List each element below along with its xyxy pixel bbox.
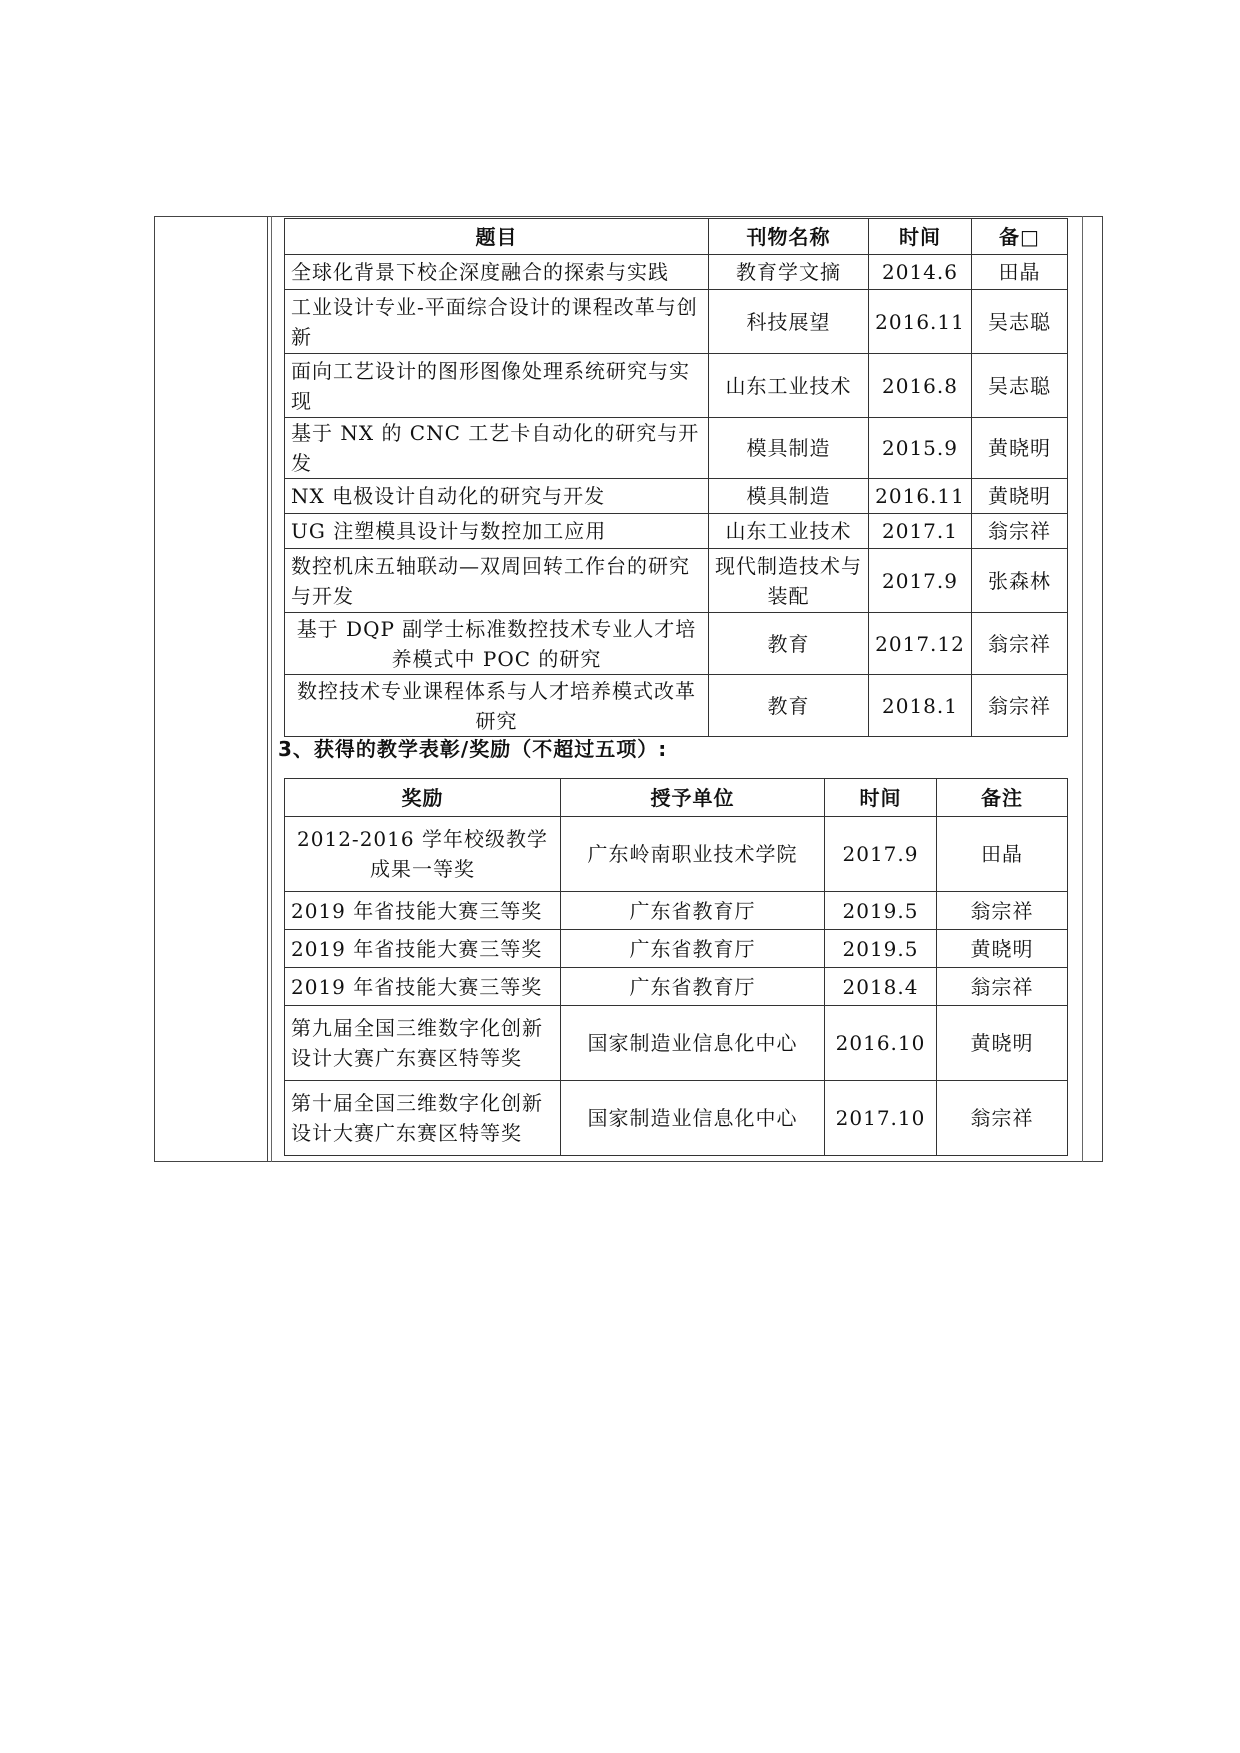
award-issuer: 广东省教育厅 xyxy=(561,892,825,930)
table-row xyxy=(285,968,1068,1006)
pub-journal: 山东工业技术 xyxy=(709,514,869,549)
pub-journal: 科技展望 xyxy=(709,290,869,354)
award-issuer: 国家制造业信息化中心 xyxy=(561,1081,825,1156)
award-issuer: 广东省教育厅 xyxy=(561,930,825,968)
col-header-remark: 备□ xyxy=(972,219,1068,255)
pub-journal: 模具制造 xyxy=(709,479,869,514)
col-header-date: 时间 xyxy=(825,779,937,817)
award-date: 2017.9 xyxy=(825,817,937,892)
pub-journal: 教育 xyxy=(709,613,869,675)
award-recipient: 黄晓明 xyxy=(937,930,1068,968)
table-row xyxy=(285,675,1068,737)
award-name: 第九届全国三维数字化创新设计大赛广东赛区特等奖 xyxy=(285,1006,561,1081)
pub-date: 2016.8 xyxy=(869,354,972,418)
table-row xyxy=(285,514,1068,549)
col-header-date: 时间 xyxy=(869,219,972,255)
col-header-remark: 备注 xyxy=(937,779,1068,817)
award-issuer: 国家制造业信息化中心 xyxy=(561,1006,825,1081)
award-issuer: 广东省教育厅 xyxy=(561,968,825,1006)
award-name: 2019 年省技能大赛三等奖 xyxy=(285,892,561,930)
awards-header-row xyxy=(285,779,1068,817)
table-row xyxy=(285,479,1068,514)
pub-journal: 模具制造 xyxy=(709,418,869,479)
table-row xyxy=(285,892,1068,930)
pub-author: 张森林 xyxy=(972,549,1068,613)
publications-header-row xyxy=(285,219,1068,255)
publications-table xyxy=(284,218,1068,737)
pub-title: 数控机床五轴联动—双周回转工作台的研究与开发 xyxy=(285,549,709,613)
pub-author: 翁宗祥 xyxy=(972,613,1068,675)
pub-author: 田晶 xyxy=(972,255,1068,290)
pub-title: 面向工艺设计的图形图像处理系统研究与实现 xyxy=(285,354,709,418)
pub-title: 工业设计专业-平面综合设计的课程改革与创新 xyxy=(285,290,709,354)
award-recipient: 田晶 xyxy=(937,817,1068,892)
pub-title: 基于 DQP 副学士标准数控技术专业人才培养模式中 POC 的研究 xyxy=(285,613,709,675)
pub-date: 2017.12 xyxy=(869,613,972,675)
table-row xyxy=(285,613,1068,675)
pub-author: 吴志聪 xyxy=(972,354,1068,418)
award-recipient: 翁宗祥 xyxy=(937,892,1068,930)
col-header-issuer: 授予单位 xyxy=(561,779,825,817)
award-recipient: 翁宗祥 xyxy=(937,1081,1068,1156)
pub-author: 翁宗祥 xyxy=(972,514,1068,549)
pub-date: 2018.1 xyxy=(869,675,972,737)
award-name: 2019 年省技能大赛三等奖 xyxy=(285,968,561,1006)
form-left-column-divider xyxy=(267,216,268,1162)
col-header-journal: 刊物名称 xyxy=(709,219,869,255)
award-date: 2019.5 xyxy=(825,930,937,968)
table-row xyxy=(285,418,1068,479)
table-row xyxy=(285,817,1068,892)
pub-author: 吴志聪 xyxy=(972,290,1068,354)
table-row xyxy=(285,930,1068,968)
table-row xyxy=(285,1081,1068,1156)
award-date: 2019.5 xyxy=(825,892,937,930)
awards-table xyxy=(284,778,1068,1156)
awards-section-heading: 3、获得的教学表彰/奖励（不超过五项）: xyxy=(278,737,668,761)
pub-date: 2017.1 xyxy=(869,514,972,549)
award-date: 2017.10 xyxy=(825,1081,937,1156)
pub-journal: 教育学文摘 xyxy=(709,255,869,290)
pub-title: 数控技术专业课程体系与人才培养模式改革研究 xyxy=(285,675,709,737)
table-row xyxy=(285,1006,1068,1081)
table-row xyxy=(285,549,1068,613)
pub-date: 2014.6 xyxy=(869,255,972,290)
award-name: 2012-2016 学年校级教学成果一等奖 xyxy=(285,817,561,892)
form-left-column-divider-inner xyxy=(271,216,272,1162)
award-recipient: 黄晓明 xyxy=(937,1006,1068,1081)
pub-date: 2016.11 xyxy=(869,479,972,514)
pub-date: 2015.9 xyxy=(869,418,972,479)
award-date: 2016.10 xyxy=(825,1006,937,1081)
pub-author: 黄晓明 xyxy=(972,479,1068,514)
pub-journal: 山东工业技术 xyxy=(709,354,869,418)
pub-author: 黄晓明 xyxy=(972,418,1068,479)
award-name: 第十届全国三维数字化创新设计大赛广东赛区特等奖 xyxy=(285,1081,561,1156)
pub-date: 2016.11 xyxy=(869,290,972,354)
pub-journal: 教育 xyxy=(709,675,869,737)
pub-title: UG 注塑模具设计与数控加工应用 xyxy=(285,514,709,549)
col-header-award: 奖励 xyxy=(285,779,561,817)
award-name: 2019 年省技能大赛三等奖 xyxy=(285,930,561,968)
table-row xyxy=(285,354,1068,418)
pub-journal: 现代制造技术与装配 xyxy=(709,549,869,613)
form-right-column-divider xyxy=(1082,216,1083,1162)
award-issuer: 广东岭南职业技术学院 xyxy=(561,817,825,892)
award-date: 2018.4 xyxy=(825,968,937,1006)
pub-title: 全球化背景下校企深度融合的探索与实践 xyxy=(285,255,709,290)
table-row xyxy=(285,290,1068,354)
pub-date: 2017.9 xyxy=(869,549,972,613)
table-row xyxy=(285,255,1068,290)
pub-title: 基于 NX 的 CNC 工艺卡自动化的研究与开发 xyxy=(285,418,709,479)
pub-title: NX 电极设计自动化的研究与开发 xyxy=(285,479,709,514)
col-header-title: 题目 xyxy=(285,219,709,255)
pub-author: 翁宗祥 xyxy=(972,675,1068,737)
award-recipient: 翁宗祥 xyxy=(937,968,1068,1006)
